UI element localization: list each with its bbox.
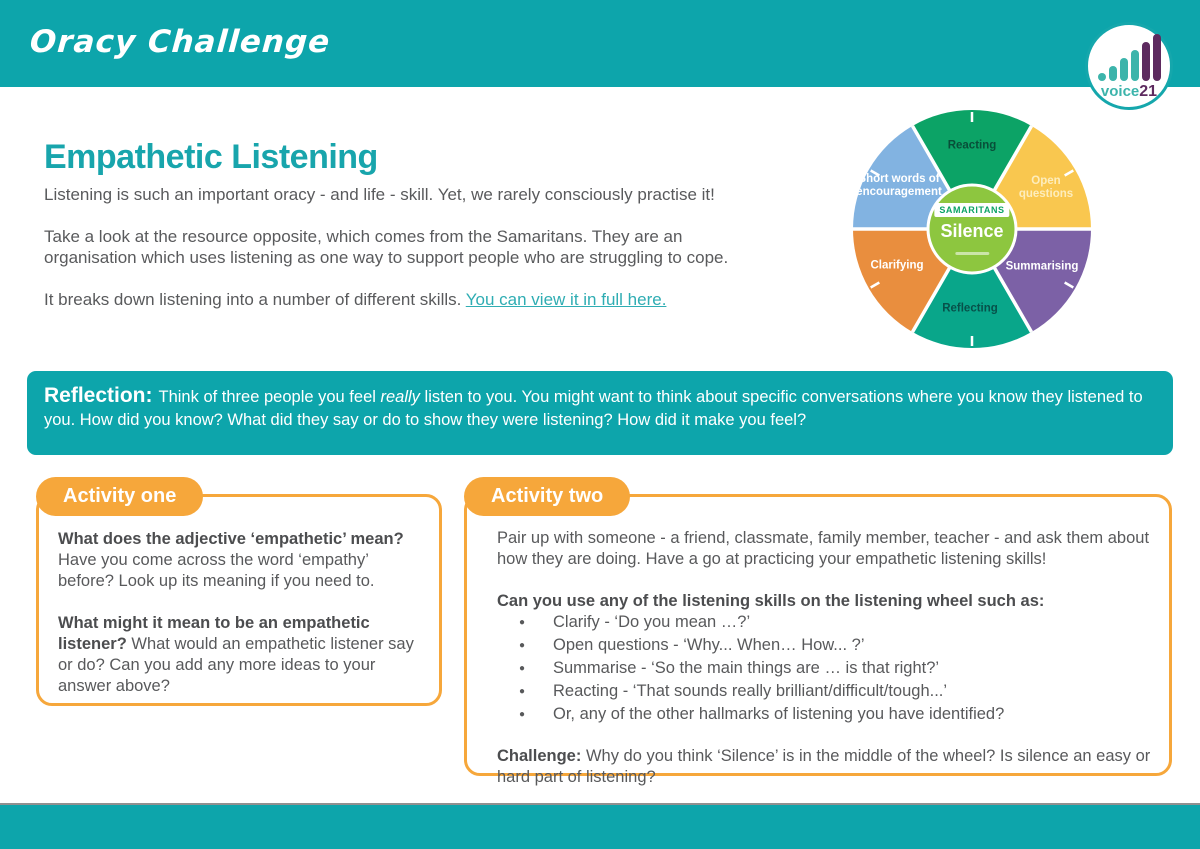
activity-one-question-2: What might it mean to be an empathetic listener? What would an empathetic listener say or do? Can you add any more ideas to your answer above?: [58, 614, 414, 695]
list-item: ● Open questions - ‘Why... When… How... ?’: [497, 635, 1157, 656]
activity-two-challenge: Challenge: Why do you think ‘Silence’ is in the middle of the wheel? Is silence an easy or hard part of listening?: [497, 747, 1151, 786]
wheel-label-short-words: Short words of encouragement: [856, 173, 942, 198]
footer-band: [0, 803, 1200, 849]
voice21-wordmark: voice21: [1100, 83, 1158, 100]
activity-one-badge: Activity one: [36, 477, 203, 516]
list-item: ● Reacting - ‘That sounds really brilliant/difficult/tough...’: [497, 681, 1157, 702]
list-item: ● Or, any of the other hallmarks of listening you have identified?: [497, 704, 1157, 725]
voice21-logo: [1085, 22, 1173, 110]
intro-paragraph-3: It breaks down listening into a number of different skills. You can view it in full here.: [44, 290, 667, 309]
bullet-icon: ●: [519, 617, 526, 628]
view-full-resource-link[interactable]: You can view it in full here.: [465, 290, 667, 309]
activity-two-badge: Activity two: [464, 477, 630, 516]
listening-wheel-diagram: [849, 106, 1095, 352]
activity-one-content: [58, 529, 426, 718]
header-band: [0, 0, 1200, 87]
activity-one-question-1: What does the adjective ‘empathetic’ mean? Have you come across the word ‘empathy’ before? Look up its meaning if you need to.: [58, 530, 404, 590]
wheel-label-summarising: Summarising: [1005, 260, 1079, 273]
bullet-icon: ●: [519, 663, 526, 674]
page-header-title: Oracy Challenge: [28, 24, 332, 60]
intro-text: [44, 184, 734, 331]
intro-paragraph-1: Listening is such an important oracy - and life - skill. Yet, we rarely consciously practise it!: [44, 185, 715, 204]
samaritans-logo: SAMARITANS: [934, 203, 1009, 217]
wheel-center-content: [934, 203, 1009, 255]
activity-two-intro: Pair up with someone - a friend, classmate, family member, teacher - and ask them about how they are doing. Have a go at practicing your empathetic listening skills!: [497, 529, 1150, 568]
wheel-label-open-questions: Open questions: [1018, 175, 1074, 200]
voice21-bars-icon: [1098, 35, 1161, 81]
samaritans-smallprint: [955, 252, 989, 255]
list-item: ● Clarify - ‘Do you mean …?’: [497, 612, 1157, 633]
intro-paragraph-2: Take a look at the resource opposite, which comes from the Samaritans. They are an organisation which uses listening as one way to support people who are struggling to cope.: [44, 227, 729, 267]
listening-skills-list: [497, 612, 1157, 725]
activity-two-list-heading: Can you use any of the listening skills on the listening wheel such as:: [497, 592, 1045, 610]
bullet-icon: ●: [519, 686, 526, 697]
wheel-center-label: Silence: [940, 221, 1004, 241]
bullet-icon: ●: [519, 640, 526, 651]
bullet-icon: ●: [519, 709, 526, 720]
wheel-label-reacting: Reacting: [947, 139, 997, 152]
wheel-label-reflecting: Reflecting: [942, 302, 998, 315]
wheel-label-clarifying: Clarifying: [870, 259, 924, 272]
reflection-label: Reflection:: [44, 384, 153, 407]
list-item: ● Summarise - ‘So the main things are … is that right?’: [497, 658, 1157, 679]
activity-two-content: [497, 528, 1157, 809]
reflection-banner: Reflection: Think of three people you feel really listen to you. You might want to think about specific conversations where you know they listened to you. How did you know? What did they say or do to show they were listening? How did it make you feel?: [27, 371, 1173, 455]
page-title: Empathetic Listening: [44, 138, 378, 176]
